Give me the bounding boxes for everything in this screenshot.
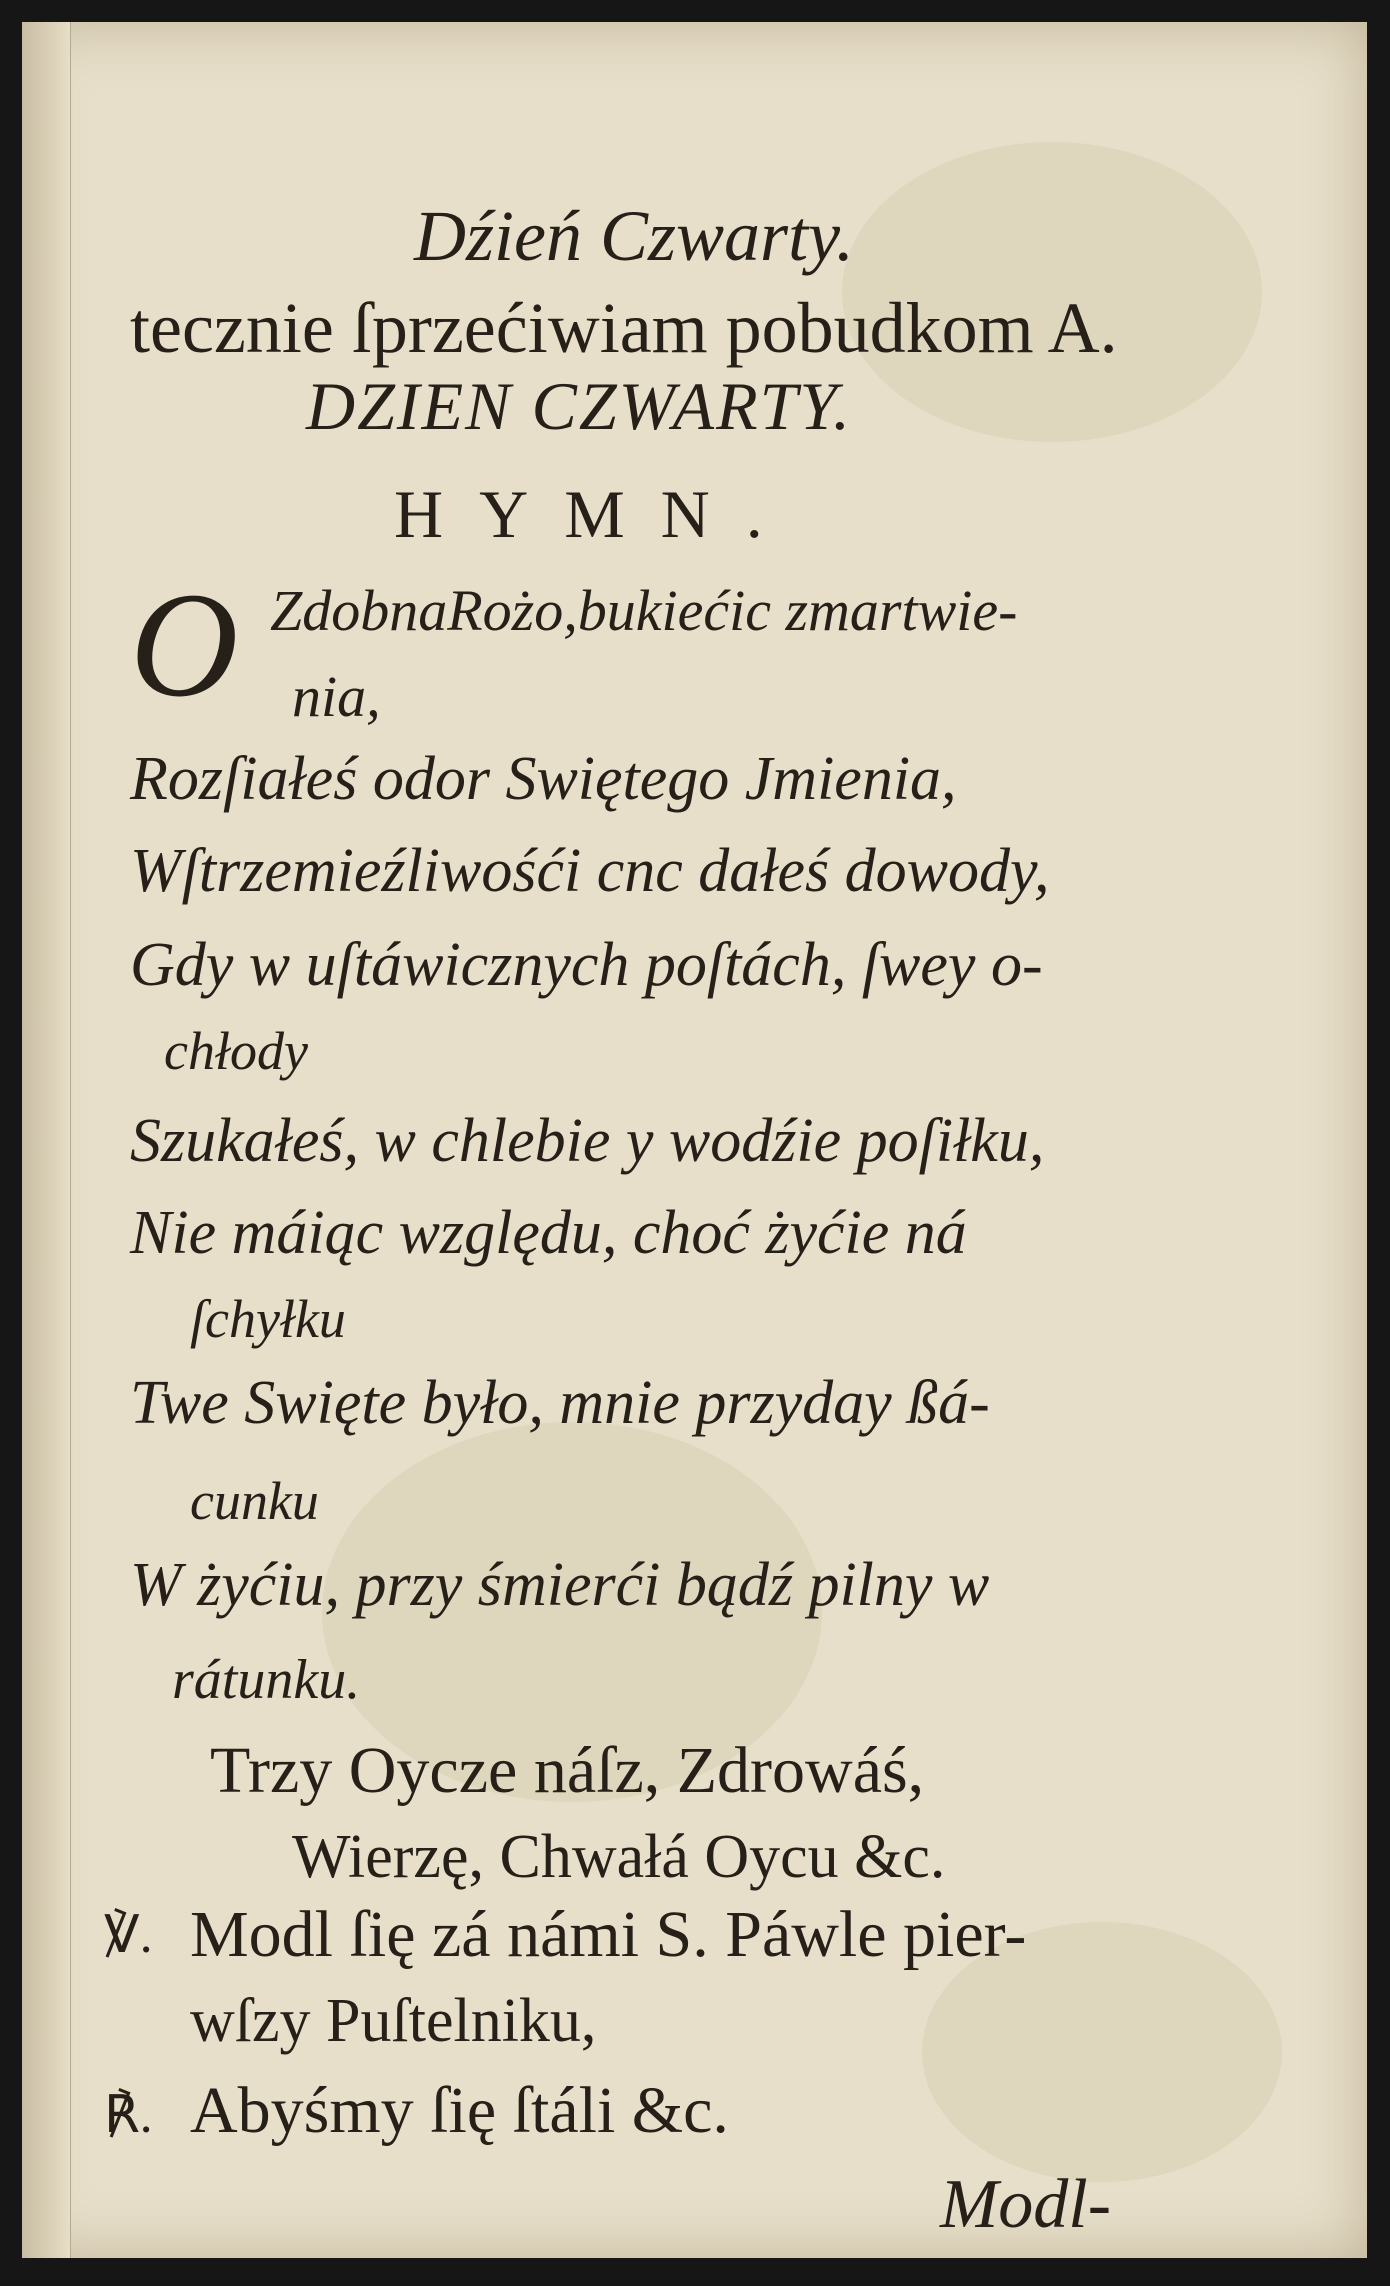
versicle-line: wſzy Puſtelniku, [190,1987,597,2055]
hymn-line: Nie máiąc względu, choć żyćie ná [130,1199,967,1267]
hymn-line: ſchyłku [190,1289,346,1349]
hymn-line: ZdobnaRożo,bukiećic zmartwie- [270,578,1018,643]
hymn-title: HYMN. [394,476,799,552]
carryover-line: tecznie ſprzećiwiam pobudkom A. [130,288,1118,368]
response-mark: ℟. [104,2087,153,2144]
hymn-line: Rozſiałeś odor Swiętego Jmienia, [130,745,957,813]
book-page [22,22,1367,2258]
hymn-line: Twe Swięte było, mnie przyday ßá- [130,1369,990,1437]
hymn-line: Szukałeś, w chlebie y wodźie poſiłku, [130,1107,1045,1175]
section-title: DZIEN CZWARTY. [306,368,853,444]
hymn-line: Gdy w uſtáwicznych poſtách, ſwey o- [130,931,1043,999]
page-gutter [22,22,71,2258]
hymn-line: cunku [190,1471,319,1531]
prayer-instruction: Trzy Oycze náſz, Zdrowáś, [210,1734,925,1807]
hymn-line: W żyćiu, przy śmierći bądź pilny w [130,1551,990,1619]
hymn-line: nia, [292,664,381,729]
hymn-line: rátunku. [172,1649,361,1711]
drop-cap: O [130,562,239,728]
versicle-line: Modl ſię zá námi S. Páwle pier- [190,1898,1027,1971]
hymn-line: chłody [164,1021,308,1081]
running-head: Dźień Czwarty. [414,196,855,276]
response-line: Abyśmy ſię ſtáli &c. [190,2074,729,2147]
prayer-instruction: Wierzę, Chwałá Oycu &c. [292,1823,946,1891]
versicle-mark: ℣. [104,1907,153,1964]
catchword: Modl- [940,2166,1112,2243]
hymn-line: Wſtrzemieźliwośći cnc dałeś dowody, [130,837,1050,905]
